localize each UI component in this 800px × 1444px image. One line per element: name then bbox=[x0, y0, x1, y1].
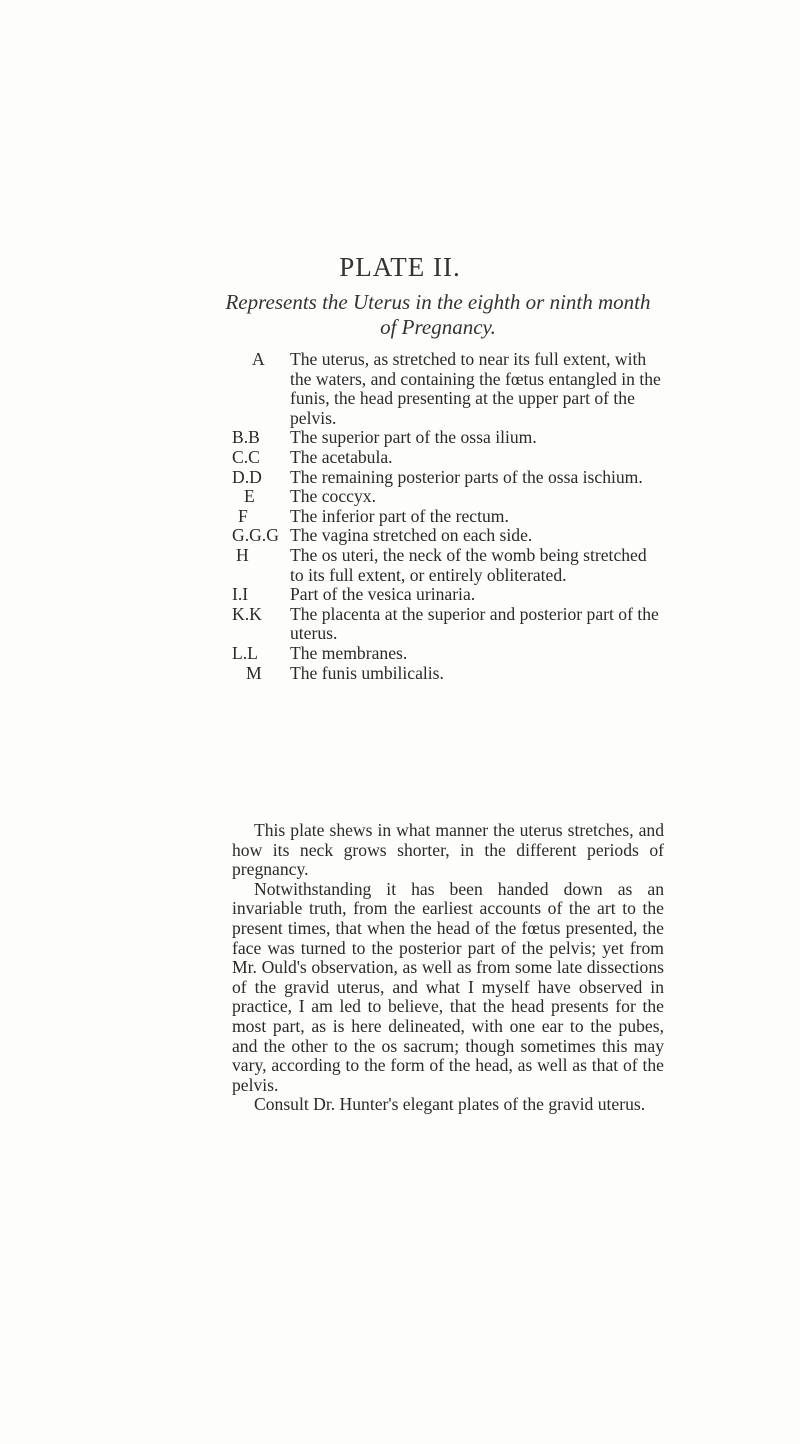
legend-item-g bbox=[232, 526, 664, 546]
legend-text: The funis umbilicalis. bbox=[290, 662, 444, 683]
plate-commentary bbox=[232, 821, 664, 1115]
legend-key: K.K bbox=[232, 603, 262, 624]
legend-text: The vagina stretched on each side. bbox=[290, 525, 533, 546]
legend-item-c bbox=[232, 448, 664, 468]
legend-item-h bbox=[232, 546, 664, 585]
legend-text: Part of the vesica urinaria. bbox=[290, 584, 476, 605]
legend-key: G.G.G bbox=[232, 525, 279, 546]
legend-item-d bbox=[232, 468, 664, 488]
legend-text: The os uteri, the neck of the womb being stretched to its full extent, or entirely obliterated. bbox=[290, 544, 647, 585]
legend-key: I.I bbox=[232, 584, 249, 605]
legend-item-k bbox=[232, 605, 664, 644]
legend-text: The inferior part of the rectum. bbox=[290, 505, 509, 526]
legend-item-b bbox=[232, 428, 664, 448]
legend-key: H bbox=[236, 544, 249, 565]
paragraph: Notwithstanding it has been handed down as an invariable truth, from the earliest accounts of the art to the present times, that when the head of the fœtus presented, the face was turned to the posterior part of the pelvis; yet from Mr. Ould's observation, as well as from some late dissections of the gravid uterus, and what I myself have observed in practice, I am led to believe, that the head presents for the most part, as is here delineated, with one ear to the pubes, and the other to the os sacrum; though sometimes this may vary, according to the form of the head, as well as that of the pelvis. bbox=[232, 878, 664, 1095]
legend-key: L.L bbox=[232, 642, 258, 663]
legend-key: A bbox=[252, 349, 265, 369]
legend-item-a bbox=[232, 350, 664, 428]
legend-text: The membranes. bbox=[290, 642, 408, 663]
legend-item-f bbox=[232, 507, 664, 527]
paragraph: This plate shews in what manner the uterus stretches, and how its neck grows shorter, in the different periods of pregnancy. bbox=[232, 820, 664, 880]
legend-key: E bbox=[244, 486, 255, 507]
legend-key: B.B bbox=[232, 427, 260, 448]
legend-text: The placenta at the superior and posterior part of the uterus. bbox=[290, 603, 659, 644]
legend-key: M bbox=[246, 662, 262, 683]
legend-text: The acetabula. bbox=[290, 446, 393, 467]
legend-text: The remaining posterior parts of the ossa ischium. bbox=[290, 466, 643, 487]
legend-text: The superior part of the ossa ilium. bbox=[290, 427, 537, 448]
legend-text: The coccyx. bbox=[290, 486, 376, 507]
legend-text: The uterus, as stretched to near its full extent, with the waters, and containing the fœtus entangled in the funis, the head presenting at the upper part of the pelvis. bbox=[290, 349, 661, 428]
plate-legend bbox=[232, 350, 664, 683]
legend-item-l bbox=[232, 644, 664, 664]
legend-item-i bbox=[232, 585, 664, 605]
legend-item-m bbox=[232, 664, 664, 684]
legend-item-e bbox=[232, 487, 664, 507]
plate-subtitle: Represents the Uterus in the eighth or ninth month of Pregnancy. bbox=[225, 290, 651, 339]
legend-key: C.C bbox=[232, 446, 260, 467]
paragraph: Consult Dr. Hunter's elegant plates of the gravid uterus. bbox=[254, 1094, 646, 1115]
legend-key: F bbox=[238, 505, 248, 526]
legend-key: D.D bbox=[232, 466, 262, 487]
plate-title: PLATE II. bbox=[339, 252, 461, 282]
